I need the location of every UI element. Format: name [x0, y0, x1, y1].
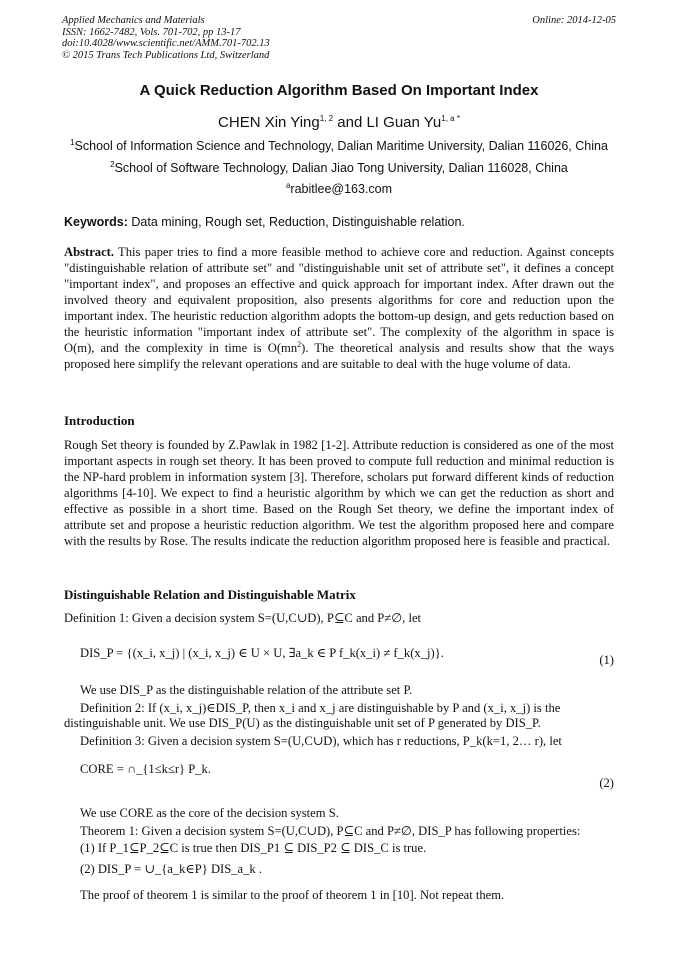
- equation-2: [80, 762, 211, 777]
- definition-1: [64, 610, 614, 626]
- affiliation-1: [0, 139, 678, 153]
- author-1: CHEN Xin Ying: [218, 114, 320, 131]
- abstract: [64, 244, 614, 372]
- use-statement-1: We use DIS_P as the distinguishable relation of the attribute set P.: [80, 683, 413, 697]
- abstract-sup: 2: [297, 339, 302, 349]
- affiliation-2-text: School of Software Technology, Dalian Jiao Tong University, Dalian 116028, China: [114, 161, 568, 175]
- journal-name: Applied Mechanics and Materials: [62, 15, 205, 26]
- equation-1-text: DIS_P = {(x_i, x_j) | (x_i, x_j) ∈ U × U, ∃a_k ∈ P f_k(x_i) ≠ f_k(x_j)}.: [80, 646, 444, 660]
- definition-3: Definition 3: Given a decision system S=(U,C∪D), which has r reductions, P_k(k=1, 2… r), let: [80, 734, 562, 748]
- doi-line: doi:10.4028/www.scientific.net/AMM.701-702.13: [62, 38, 270, 49]
- author-1-sup: 1, 2: [319, 114, 334, 123]
- definition-1-text: Definition 1: Given a decision system S=(U,C∪D), P⊆C and P≠∅, let: [64, 611, 422, 625]
- copyright-line: © 2015 Trans Tech Publications Ltd, Switzerland: [62, 49, 270, 61]
- affiliation-1-text: School of Information Science and Technology, Dalian Maritime University, Dalian 116026, China: [74, 139, 608, 153]
- abstract-label: Abstract.: [64, 245, 115, 259]
- introduction-text: Rough Set theory is founded by Z.Pawlak in 1982 [1-2]. Attribute reduction is considered as one of the most important aspects in rough set theory. It has been proved to compute full reduction and minimal reduction is the NP-hard problem in information system [3]. Therefore, scholars put forward different kinds of reduction algorithms [4-10]. We expect to find a heuristic algorithm by which we can get the reduction as short and effective as possible in a short time. Based on the Rough Set theory, we define the important index of attribute set and propose a heuristic reduction algorithm. We test the algorithm proposed here and compare with the results by Rose. The results indicate the reduction algorithm proposed here is feasible and practical.: [64, 438, 614, 548]
- author-2-sup: 1, a *: [441, 114, 460, 123]
- affiliation-1-sup: 1: [70, 137, 75, 147]
- affiliation-email: [0, 182, 678, 196]
- proof-note: The proof of theorem 1 is similar to the proof of theorem 1 in [10]. Not repeat them.: [80, 888, 505, 902]
- definition-2-line-1: Definition 2: If (x_i, x_j)∈DIS_P, then x_i and x_j are distinguishable by P and (x_i, x_j) is the: [80, 701, 561, 715]
- abstract-text-a: This paper tries to find a more feasible method to achieve core and reduction. Against concepts "distinguishable relation of attribute set" and "distinguishable unit set of attribute set", it defines a concept "important index", and proposes an effective and quick approach for important index. After drawn out the involved theory and equivalent proposition, also presents algorithms for core and reduction upon the important index. The heuristic reduction algorithm adopts the bottom-up design, and gets reduction based on the heuristic information "important index of attribute set". The complexity of the algorithm in space is O(m), and the complexity in time is O(mn: [64, 245, 614, 355]
- author-2: LI Guan Yu: [366, 114, 442, 131]
- section-2-heading: Distinguishable Relation and Distinguishable Matrix: [64, 587, 356, 602]
- abstract-text-b: ). The theoretical analysis and results show that the ways proposed here simplify the relevant operations and are suitable to deal with the huge volume of data.: [64, 341, 614, 371]
- journal-header: [62, 15, 270, 61]
- keywords-text: Data mining, Rough set, Reduction, Distinguishable relation.: [127, 215, 465, 229]
- author-and: and: [333, 114, 367, 131]
- affiliation-2: [0, 161, 678, 175]
- definition-2-line-2: distinguishable unit. We use DIS_P(U) as the distinguishable unit set of P generated by DIS_P.: [64, 716, 541, 730]
- email-text: rabitlee@163.com: [290, 182, 393, 196]
- email-sup: a: [285, 180, 291, 190]
- theorem-1-property-1: (1) If P_1⊆P_2⊆C is true then DIS_P1 ⊆ DIS_P2 ⊆ DIS_C is true.: [80, 841, 427, 855]
- introduction-heading: Introduction: [64, 413, 135, 428]
- equation-1-number: (1): [599, 653, 614, 667]
- author-line: [0, 114, 678, 131]
- use-statement-2: We use CORE as the core of the decision system S.: [80, 806, 339, 820]
- equation-2-text: CORE = ∩_{1≤k≤r} P_k.: [80, 762, 211, 776]
- keywords-label: Keywords:: [64, 215, 128, 229]
- online-date: Online: 2014-12-05: [532, 15, 616, 26]
- issn-line: ISSN: 1662-7482, Vols. 701-702, pp 13-17: [62, 26, 241, 38]
- paper-title: A Quick Reduction Algorithm Based On Important Index: [139, 82, 539, 99]
- theorem-1: Theorem 1: Given a decision system S=(U,C∪D), P⊆C and P≠∅, DIS_P has following properties:: [80, 824, 581, 838]
- equation-2-number: (2): [599, 776, 614, 790]
- equation-1: [80, 645, 444, 661]
- affiliation-2-sup: 2: [110, 159, 115, 169]
- theorem-1-property-2: (2) DIS_P = ∪_{a_k∈P} DIS_a_k .: [80, 862, 263, 876]
- keywords: [64, 215, 465, 229]
